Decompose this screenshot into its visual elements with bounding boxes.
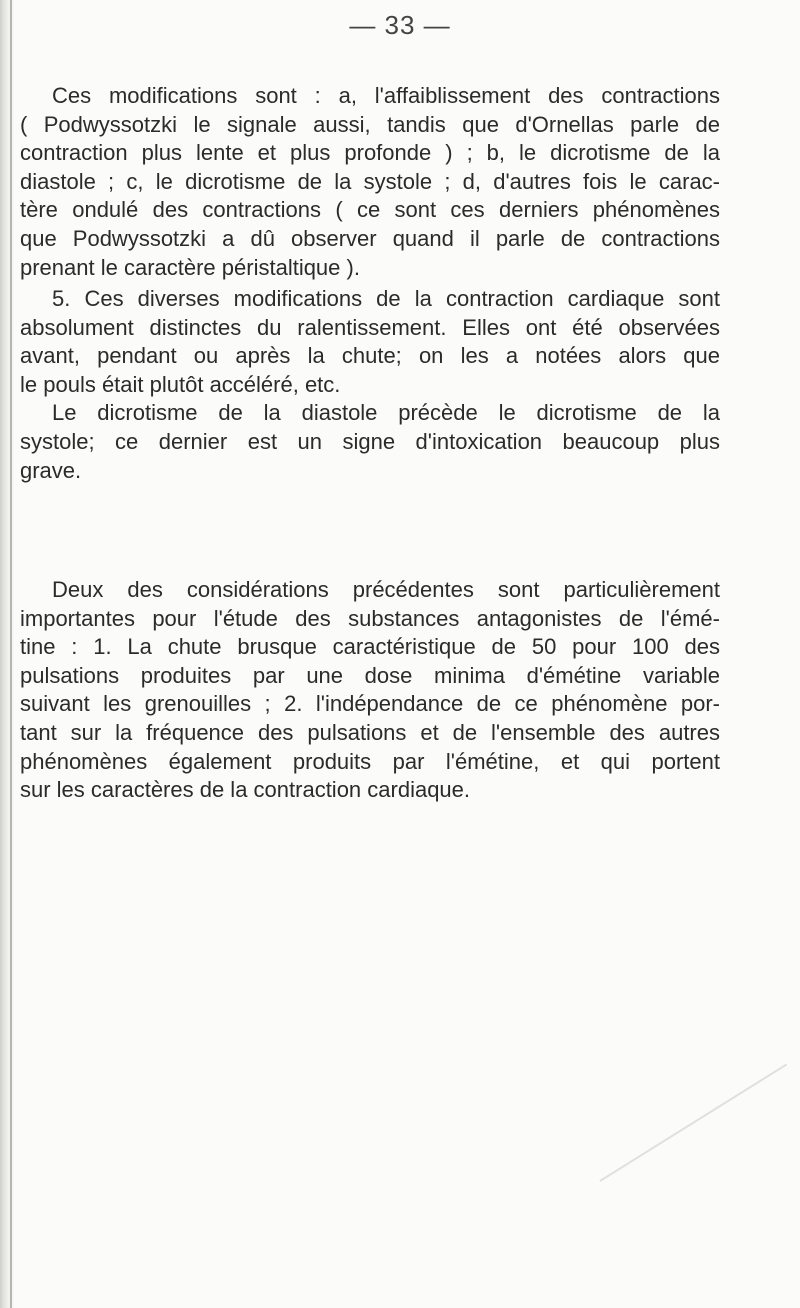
text-line: systole; ce dernier est un signe d'intoxication beaucoup plus: [20, 428, 720, 454]
text-line: Deux des considérations précédentes sont particulièrement: [52, 577, 720, 602]
paragraph-2: [20, 285, 720, 485]
text-line: suivant les grenouilles ; 2. l'indépendance de ce phénomène por-: [20, 691, 720, 717]
text-line: Le dicrotisme de la diastole précède le dicrotisme de la: [52, 400, 720, 426]
page-binding-edge: [10, 0, 12, 1308]
text-line: tère ondulé des contractions ( ce sont ces derniers phénomènes: [20, 197, 720, 223]
text-line: tine : 1. La chute brusque caractéristique de 50 pour 100 des: [20, 634, 720, 660]
paper-crease-mark: [599, 1064, 787, 1182]
text-line: pulsations produites par une dose minima d'émétine variable: [20, 662, 720, 688]
paragraph-1: [20, 82, 720, 282]
text-line: absolument distinctes du ralentissement. Elles ont été observées: [20, 314, 720, 340]
text-line: tant sur la fréquence des pulsations et de l'ensemble des autres: [20, 719, 720, 745]
text-line: avant, pendant ou après la chute; on les a notées alors que: [20, 343, 720, 369]
text-line: prenant le caractère péristaltique ).: [20, 254, 360, 280]
text-line: que Podwyssotzki a dû observer quand il parle de contractions: [20, 225, 720, 251]
paragraph-3: [20, 576, 720, 805]
text-line: Ces modifications sont : a, l'affaiblissement des contractions: [52, 83, 720, 108]
text-line: le pouls était plutôt accéléré, etc.: [20, 371, 341, 397]
page-number: — 33 —: [349, 10, 451, 40]
text-line: 5. Ces diverses modifications de la contraction cardiaque sont: [52, 286, 720, 311]
text-line: ( Podwyssotzki le signale aussi, tandis que d'Ornellas parle de: [20, 111, 720, 137]
text-line: diastole ; c, le dicrotisme de la systole ; d, d'autres fois le carac-: [20, 168, 720, 194]
text-line: contraction plus lente et plus profonde ) ; b, le dicrotisme de la: [20, 140, 720, 166]
text-line: grave.: [20, 457, 82, 483]
text-line: phénomènes également produits par l'émétine, et qui portent: [20, 748, 720, 774]
text-line: sur les caractères de la contraction cardiaque.: [20, 777, 471, 803]
text-line: importantes pour l'étude des substances antagonistes de l'émé-: [20, 605, 720, 631]
